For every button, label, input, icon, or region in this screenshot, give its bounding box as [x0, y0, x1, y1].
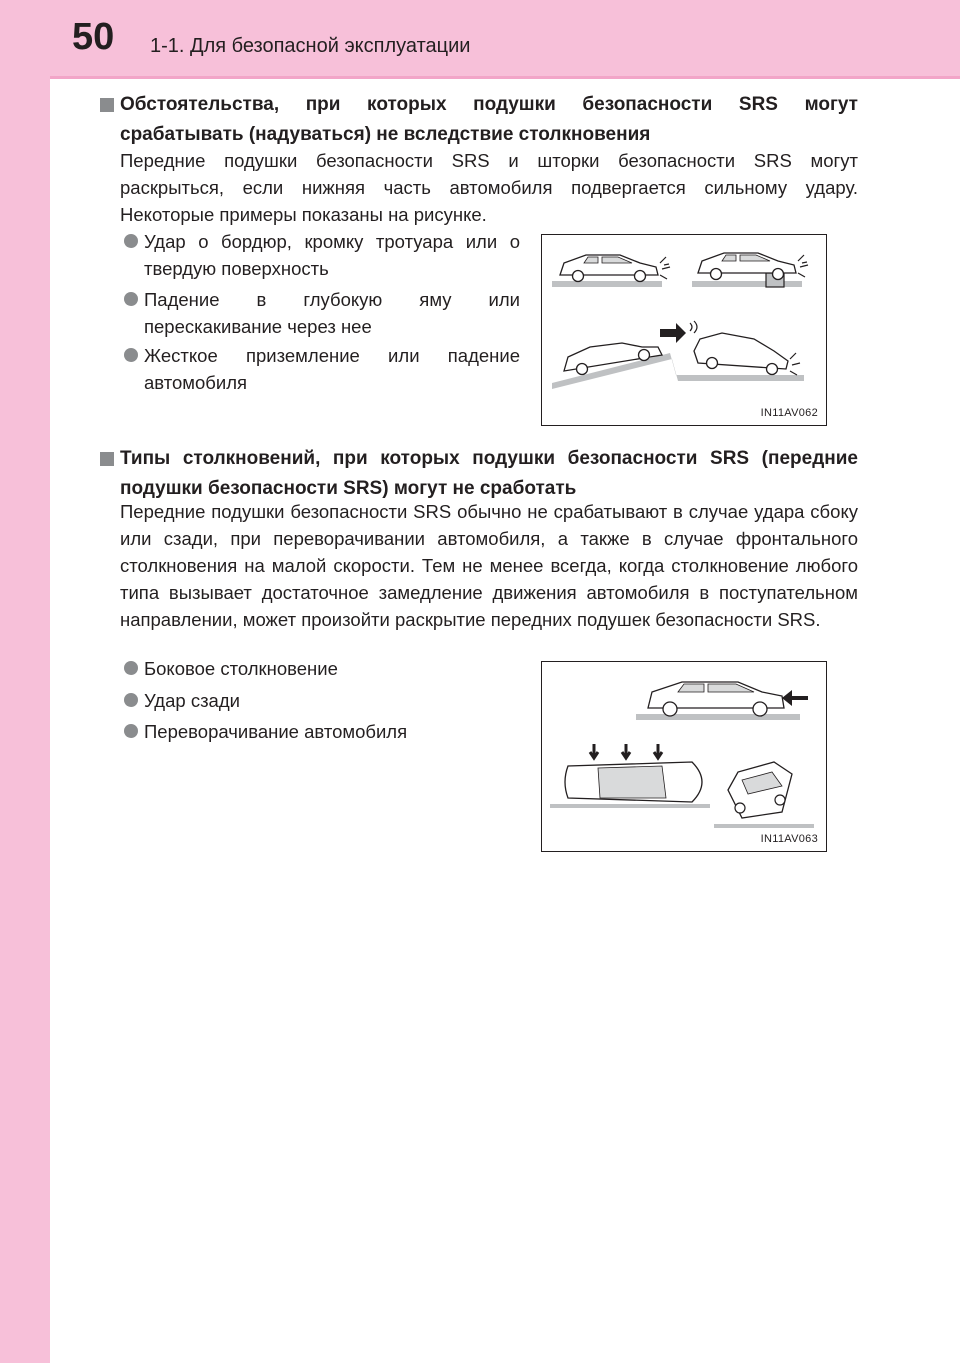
header-divider	[50, 76, 960, 79]
bullet-dot-icon	[124, 234, 138, 248]
car-hard-surface-impact-icon	[692, 253, 808, 287]
car-rollover-icon	[714, 762, 814, 828]
list-item: Удар сзади	[124, 687, 520, 714]
bullet-dot-icon	[124, 292, 138, 306]
square-marker-icon	[100, 452, 114, 466]
bullet-dot-icon	[124, 348, 138, 362]
section-heading-airbag-deploy-without-collision: Обстоятельства, при которых подушки безопасности SRS могут срабатывать (надуваться) не вследствие столкновения	[100, 90, 858, 150]
car-rear-impact-icon	[636, 682, 808, 720]
page-number: 50	[72, 16, 115, 58]
list-item: Боковое столкновение	[124, 655, 520, 682]
list-item: Падение в глубокую яму или перескакивание через нее	[124, 286, 520, 340]
section-heading-airbag-may-not-deploy: Типы столкновений, при которых подушки безопасности SRS (передние подушки безопасности SRS) могут не сработать	[100, 444, 858, 504]
section2-paragraph: Передние подушки безопасности SRS обычно не срабатывают в случае удара сбоку или сзади, при переворачивании автомобиля, а также в случае фронтального столкновения на малой скорости. Тем не менее всегда, когда столкновение любого типа вызывает достаточное замедление движения автомобиля в поступательном направлении, может произойти раскрытие передних подушек безопасности SRS.	[120, 501, 858, 630]
figure-collision-types	[541, 661, 827, 852]
section1-paragraph: Передние подушки безопасности SRS и шторки безопасности SRS могут раскрыться, если нижняя часть автомобиля подвергается сильному удару. Некоторые примеры показаны на рисунке.	[120, 150, 858, 225]
car-curb-impact-icon	[552, 255, 670, 287]
chapter-title: 1-1. Для безопасной эксплуатации	[150, 35, 471, 57]
collision-types-illustration	[542, 662, 825, 850]
car-hard-landing-icon	[552, 321, 804, 389]
list-item: Переворачивание автомобиля	[124, 718, 520, 745]
figure-code: IN11AV062	[760, 407, 818, 419]
bullet-dot-icon	[124, 693, 138, 707]
car-side-impact-icon	[550, 744, 710, 808]
list-item: Удар о бордюр, кромку тротуара или о твердую поверхность	[124, 228, 520, 282]
square-marker-icon	[100, 98, 114, 112]
figure-code: IN11AV063	[760, 833, 818, 845]
bullet-dot-icon	[124, 724, 138, 738]
side-color-band	[0, 0, 50, 1363]
header-band	[0, 0, 960, 76]
car-underbody-impact-illustration	[542, 235, 825, 424]
bullet-dot-icon	[124, 661, 138, 675]
figure-underbody-impacts	[541, 234, 827, 426]
list-item: Жесткое приземление или падение автомобиля	[124, 342, 520, 396]
